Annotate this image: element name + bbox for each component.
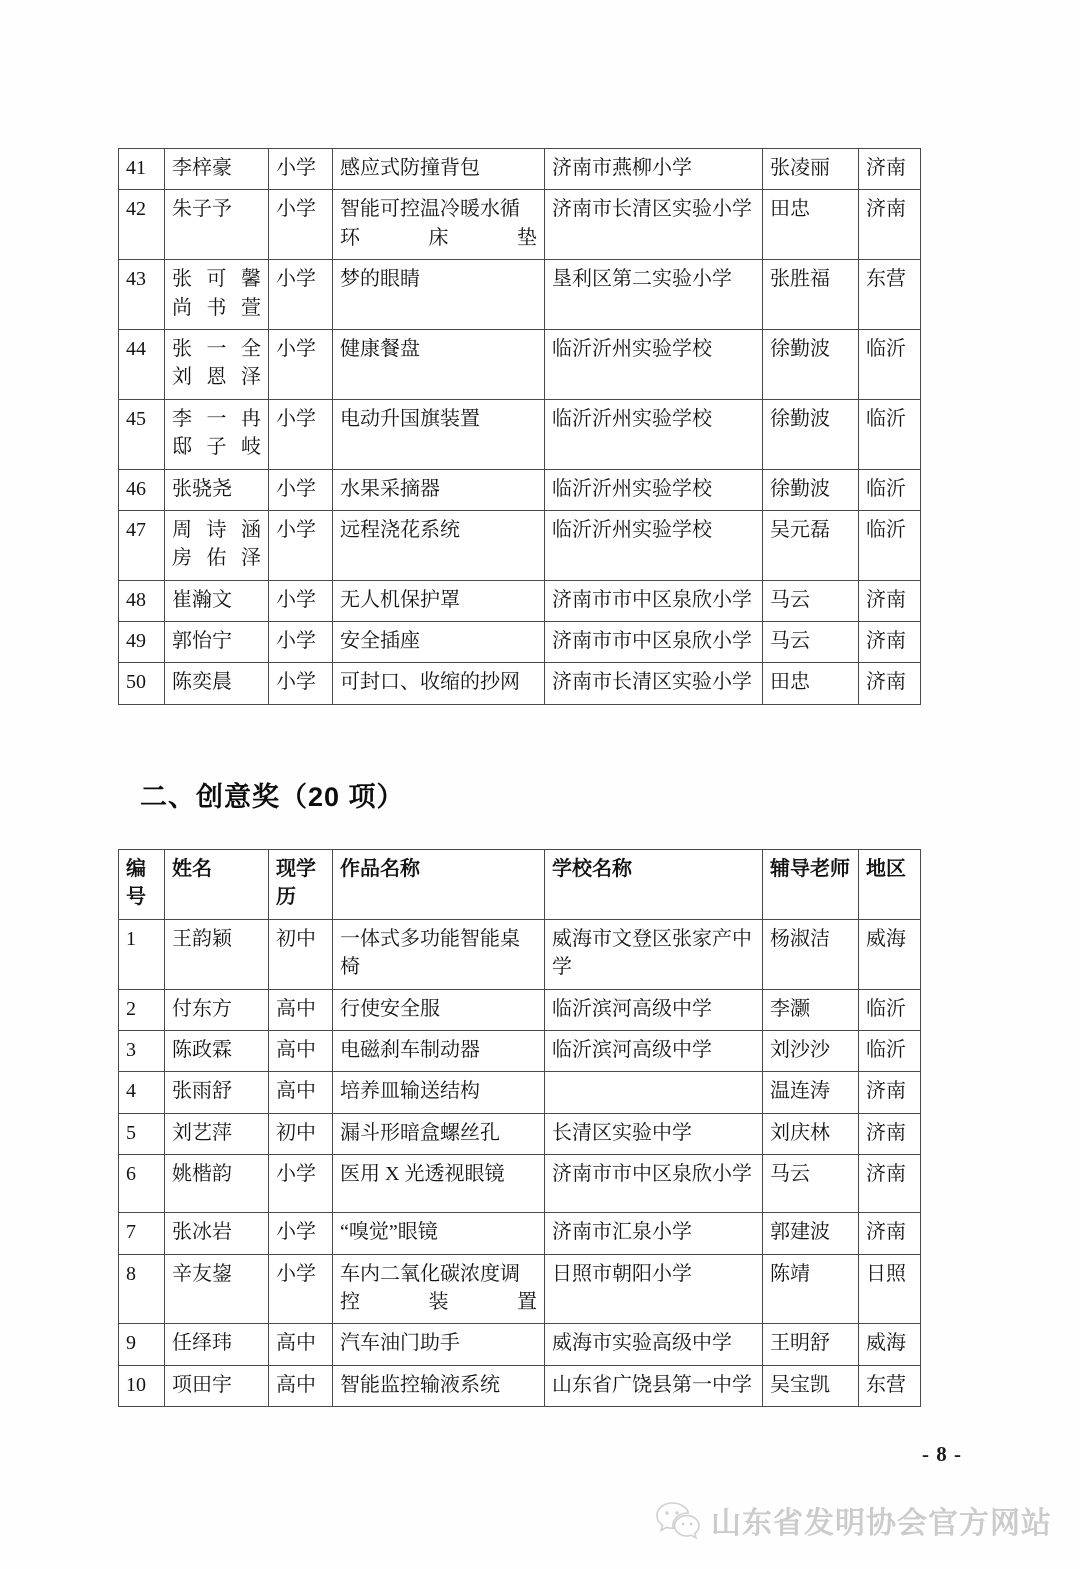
student-name: 李梓豪 — [172, 157, 232, 179]
watermark-label: 山东省发明协会官方网站 — [711, 1507, 1052, 1540]
cell-region: 济南 — [859, 622, 921, 663]
student-names — [172, 627, 261, 655]
cell-name — [165, 663, 269, 704]
student-names — [172, 995, 261, 1023]
student-name: 张可馨 — [172, 268, 261, 291]
student-name: 张骁尧 — [172, 477, 232, 500]
cell-education: 小学 — [269, 260, 333, 330]
cell-region: 济南 — [859, 1072, 921, 1113]
cell-name — [165, 329, 269, 399]
cell-work-title: 感应式防撞背包 — [333, 149, 545, 190]
cell-name — [165, 580, 269, 621]
cell-education: 小学 — [269, 510, 333, 580]
table-row — [119, 1113, 921, 1154]
table-row — [119, 329, 921, 399]
cell-number: 41 — [119, 149, 165, 190]
student-name: 任绎玮 — [172, 1332, 232, 1355]
cell-education: 高中 — [269, 1030, 333, 1071]
table-one-body — [119, 149, 921, 705]
cell-region: 临沂 — [859, 989, 921, 1030]
cell-teacher: 王明舒 — [763, 1324, 859, 1365]
cell-school: 临沂沂州实验学校 — [545, 469, 763, 510]
student-name: 张一全 — [172, 337, 261, 360]
student-name: 付东方 — [172, 997, 232, 1020]
cell-number: 42 — [119, 190, 165, 260]
cell-work-title: 水果采摘器 — [333, 469, 545, 510]
cell-school: 临沂沂州实验学校 — [545, 510, 763, 580]
cell-name — [165, 1324, 269, 1365]
student-name: 郭怡宁 — [172, 630, 232, 653]
cell-region: 济南 — [859, 580, 921, 621]
cell-school: 济南市长清区实验小学 — [545, 663, 763, 704]
cell-name — [165, 510, 269, 580]
table-row — [119, 510, 921, 580]
cell-school: 垦利区第二实验小学 — [545, 260, 763, 330]
cell-work-title: 一体式多功能智能桌椅 — [333, 919, 545, 989]
student-name: 朱子予 — [172, 198, 232, 221]
cell-teacher: 马云 — [763, 622, 859, 663]
cell-name — [165, 1213, 269, 1254]
cell-education: 小学 — [269, 329, 333, 399]
cell-school: 长清区实验中学 — [545, 1113, 763, 1154]
student-name: 陈政霖 — [172, 1038, 232, 1061]
cell-region: 济南 — [859, 1155, 921, 1213]
awards-table-creativity — [118, 849, 921, 1407]
cell-education: 小学 — [269, 1254, 333, 1324]
cell-name — [165, 1030, 269, 1071]
cell-teacher: 温连涛 — [763, 1072, 859, 1113]
student-name: 张雨舒 — [172, 1080, 232, 1103]
student-names — [172, 516, 261, 573]
cell-education: 小学 — [269, 1155, 333, 1213]
cell-school: 日照市朝阳小学 — [545, 1254, 763, 1324]
cell-teacher: 陈靖 — [763, 1254, 859, 1324]
cell-school: 济南市燕柳小学 — [545, 149, 763, 190]
student-names — [172, 195, 261, 223]
cell-education: 小学 — [269, 622, 333, 663]
table-header-row — [119, 850, 921, 920]
table-row — [119, 580, 921, 621]
cell-work-title: 无人机保护罩 — [333, 580, 545, 621]
cell-work-title: 车内二氧化碳浓度调控装置 — [333, 1254, 545, 1324]
cell-school: 威海市实验高级中学 — [545, 1324, 763, 1365]
cell-region: 威海 — [859, 919, 921, 989]
cell-region: 临沂 — [859, 399, 921, 469]
student-name: 崔瀚文 — [172, 588, 232, 611]
cell-teacher: 徐勤波 — [763, 469, 859, 510]
cell-teacher: 马云 — [763, 1155, 859, 1213]
student-names — [172, 1160, 261, 1188]
cell-teacher: 杨淑洁 — [763, 919, 859, 989]
student-name: 刘艺萍 — [172, 1121, 232, 1144]
cell-school: 临沂沂州实验学校 — [545, 399, 763, 469]
cell-education: 高中 — [269, 1324, 333, 1365]
cell-work-title: 可封口、收缩的抄网 — [333, 663, 545, 704]
table-row — [119, 663, 921, 704]
cell-school: 济南市市中区泉欣小学 — [545, 622, 763, 663]
cell-number: 5 — [119, 1113, 165, 1154]
cell-teacher: 吴宝凯 — [763, 1365, 859, 1406]
cell-region: 威海 — [859, 1324, 921, 1365]
student-name: 陈奕晨 — [172, 671, 232, 694]
cell-school: 临沂滨河高级中学 — [545, 989, 763, 1030]
cell-teacher: 张凌丽 — [763, 149, 859, 190]
cell-region: 济南 — [859, 1213, 921, 1254]
student-names — [172, 1036, 261, 1064]
cell-name — [165, 1155, 269, 1213]
cell-work-title: 安全插座 — [333, 622, 545, 663]
cell-work-title: 培养皿输送结构 — [333, 1072, 545, 1113]
cell-school: 威海市文登区张家产中学 — [545, 919, 763, 989]
cell-teacher: 徐勤波 — [763, 399, 859, 469]
cell-education: 高中 — [269, 1365, 333, 1406]
cell-number: 47 — [119, 510, 165, 580]
cell-name — [165, 1072, 269, 1113]
cell-number: 46 — [119, 469, 165, 510]
student-name: 姚楷韵 — [172, 1163, 232, 1186]
cell-teacher: 徐勤波 — [763, 329, 859, 399]
table-two-body — [119, 919, 921, 1406]
cell-school: 济南市市中区泉欣小学 — [545, 1155, 763, 1213]
cell-teacher: 田忠 — [763, 663, 859, 704]
cell-work-title: 智能监控输液系统 — [333, 1365, 545, 1406]
table-row — [119, 260, 921, 330]
section-heading-creativity-award: 二、创意奖（20 项） — [140, 782, 405, 812]
cell-education: 小学 — [269, 190, 333, 260]
cell-school: 济南市长清区实验小学 — [545, 190, 763, 260]
cell-teacher: 郭建波 — [763, 1213, 859, 1254]
cell-number: 6 — [119, 1155, 165, 1213]
cell-name — [165, 989, 269, 1030]
student-names — [172, 335, 261, 392]
student-name: 辛友鋆 — [172, 1262, 232, 1285]
wechat-icon — [655, 1500, 701, 1540]
cell-region: 济南 — [859, 149, 921, 190]
cell-region: 临沂 — [859, 329, 921, 399]
student-names — [172, 1218, 261, 1246]
cell-teacher: 刘庆林 — [763, 1113, 859, 1154]
cell-region: 东营 — [859, 1365, 921, 1406]
table-row — [119, 1155, 921, 1213]
cell-name — [165, 622, 269, 663]
table-row — [119, 622, 921, 663]
table-row — [119, 1365, 921, 1406]
student-names — [172, 1077, 261, 1105]
cell-region: 临沂 — [859, 1030, 921, 1071]
column-header-school: 学校名称 — [545, 850, 763, 920]
table-row — [119, 469, 921, 510]
cell-name — [165, 1113, 269, 1154]
cell-school: 临沂滨河高级中学 — [545, 1030, 763, 1071]
cell-work-title: 健康餐盘 — [333, 329, 545, 399]
table-row — [119, 1213, 921, 1254]
cell-name — [165, 1254, 269, 1324]
student-name: 邸子岐 — [172, 436, 261, 459]
cell-region: 临沂 — [859, 510, 921, 580]
page-number: - 8 - — [922, 1442, 962, 1466]
cell-work-title: 电动升国旗装置 — [333, 399, 545, 469]
table-row — [119, 149, 921, 190]
cell-work-title: 电磁刹车制动器 — [333, 1030, 545, 1071]
cell-number: 48 — [119, 580, 165, 621]
student-names — [172, 1119, 261, 1147]
cell-education: 高中 — [269, 989, 333, 1030]
student-names — [172, 1260, 261, 1288]
student-name: 周诗涵 — [172, 518, 261, 541]
cell-name — [165, 149, 269, 190]
table-row — [119, 190, 921, 260]
cell-number: 45 — [119, 399, 165, 469]
column-header-education: 现学历 — [269, 850, 333, 920]
student-name: 房佑泽 — [172, 547, 261, 570]
cell-number: 8 — [119, 1254, 165, 1324]
awards-table-invention-continued — [118, 148, 921, 705]
cell-name — [165, 260, 269, 330]
cell-school: 山东省广饶县第一中学 — [545, 1365, 763, 1406]
table-row — [119, 399, 921, 469]
cell-name — [165, 919, 269, 989]
cell-teacher: 刘沙沙 — [763, 1030, 859, 1071]
cell-school: 济南市市中区泉欣小学 — [545, 580, 763, 621]
cell-work-title: “嗅觉”眼镜 — [333, 1213, 545, 1254]
cell-name — [165, 1365, 269, 1406]
cell-number: 2 — [119, 989, 165, 1030]
cell-number: 3 — [119, 1030, 165, 1071]
student-name: 项田宇 — [172, 1373, 232, 1396]
cell-work-title: 行使安全服 — [333, 989, 545, 1030]
cell-region: 济南 — [859, 190, 921, 260]
student-name: 尚书萱 — [172, 296, 261, 319]
cell-work-title: 远程浇花系统 — [333, 510, 545, 580]
student-names — [172, 1329, 261, 1357]
column-header-work: 作品名称 — [333, 850, 545, 920]
cell-education: 小学 — [269, 469, 333, 510]
student-names — [172, 1371, 261, 1399]
student-name: 王韵颖 — [172, 927, 232, 950]
cell-number: 43 — [119, 260, 165, 330]
cell-number: 4 — [119, 1072, 165, 1113]
watermark — [655, 1498, 1052, 1542]
table-two-head — [119, 850, 921, 920]
cell-teacher: 张胜福 — [763, 260, 859, 330]
column-header-teacher: 辅导老师 — [763, 850, 859, 920]
cell-education: 高中 — [269, 1072, 333, 1113]
cell-education: 小学 — [269, 580, 333, 621]
cell-school: 临沂沂州实验学校 — [545, 329, 763, 399]
cell-number: 44 — [119, 329, 165, 399]
cell-education: 小学 — [269, 399, 333, 469]
cell-work-title: 汽车油门助手 — [333, 1324, 545, 1365]
cell-name — [165, 469, 269, 510]
cell-school — [545, 1072, 763, 1113]
table-row — [119, 1072, 921, 1113]
cell-region: 日照 — [859, 1254, 921, 1324]
cell-teacher: 吴元磊 — [763, 510, 859, 580]
cell-teacher: 马云 — [763, 580, 859, 621]
cell-number: 9 — [119, 1324, 165, 1365]
cell-region: 济南 — [859, 663, 921, 704]
table-row — [119, 1324, 921, 1365]
student-name: 李一冉 — [172, 407, 261, 430]
cell-work-title: 医用 X 光透视眼镜 — [333, 1155, 545, 1213]
cell-region: 东营 — [859, 260, 921, 330]
cell-number: 49 — [119, 622, 165, 663]
table-row — [119, 919, 921, 989]
table-row — [119, 989, 921, 1030]
cell-education: 小学 — [269, 1213, 333, 1254]
cell-name — [165, 190, 269, 260]
cell-name — [165, 399, 269, 469]
cell-number: 1 — [119, 919, 165, 989]
cell-teacher: 田忠 — [763, 190, 859, 260]
student-name: 张冰岩 — [172, 1221, 232, 1244]
cell-education: 小学 — [269, 149, 333, 190]
cell-number: 7 — [119, 1213, 165, 1254]
student-names — [172, 668, 261, 696]
cell-region: 济南 — [859, 1113, 921, 1154]
student-names — [172, 265, 261, 322]
student-names — [172, 586, 261, 614]
cell-school: 济南市汇泉小学 — [545, 1213, 763, 1254]
cell-region: 临沂 — [859, 469, 921, 510]
table-row — [119, 1030, 921, 1071]
column-header-region: 地区 — [859, 850, 921, 920]
cell-work-title: 智能可控温冷暖水循环床垫 — [333, 190, 545, 260]
column-header-name: 姓名 — [165, 850, 269, 920]
cell-number: 50 — [119, 663, 165, 704]
cell-education: 初中 — [269, 1113, 333, 1154]
student-names — [172, 154, 261, 182]
student-names — [172, 475, 261, 503]
student-name: 刘恩泽 — [172, 366, 261, 389]
cell-education: 小学 — [269, 663, 333, 704]
cell-number: 10 — [119, 1365, 165, 1406]
student-names — [172, 925, 261, 953]
cell-work-title: 漏斗形暗盒螺丝孔 — [333, 1113, 545, 1154]
cell-teacher: 李灏 — [763, 989, 859, 1030]
student-names — [172, 405, 261, 462]
column-header-no: 编号 — [119, 850, 165, 920]
cell-work-title: 梦的眼睛 — [333, 260, 545, 330]
cell-education: 初中 — [269, 919, 333, 989]
table-row — [119, 1254, 921, 1324]
